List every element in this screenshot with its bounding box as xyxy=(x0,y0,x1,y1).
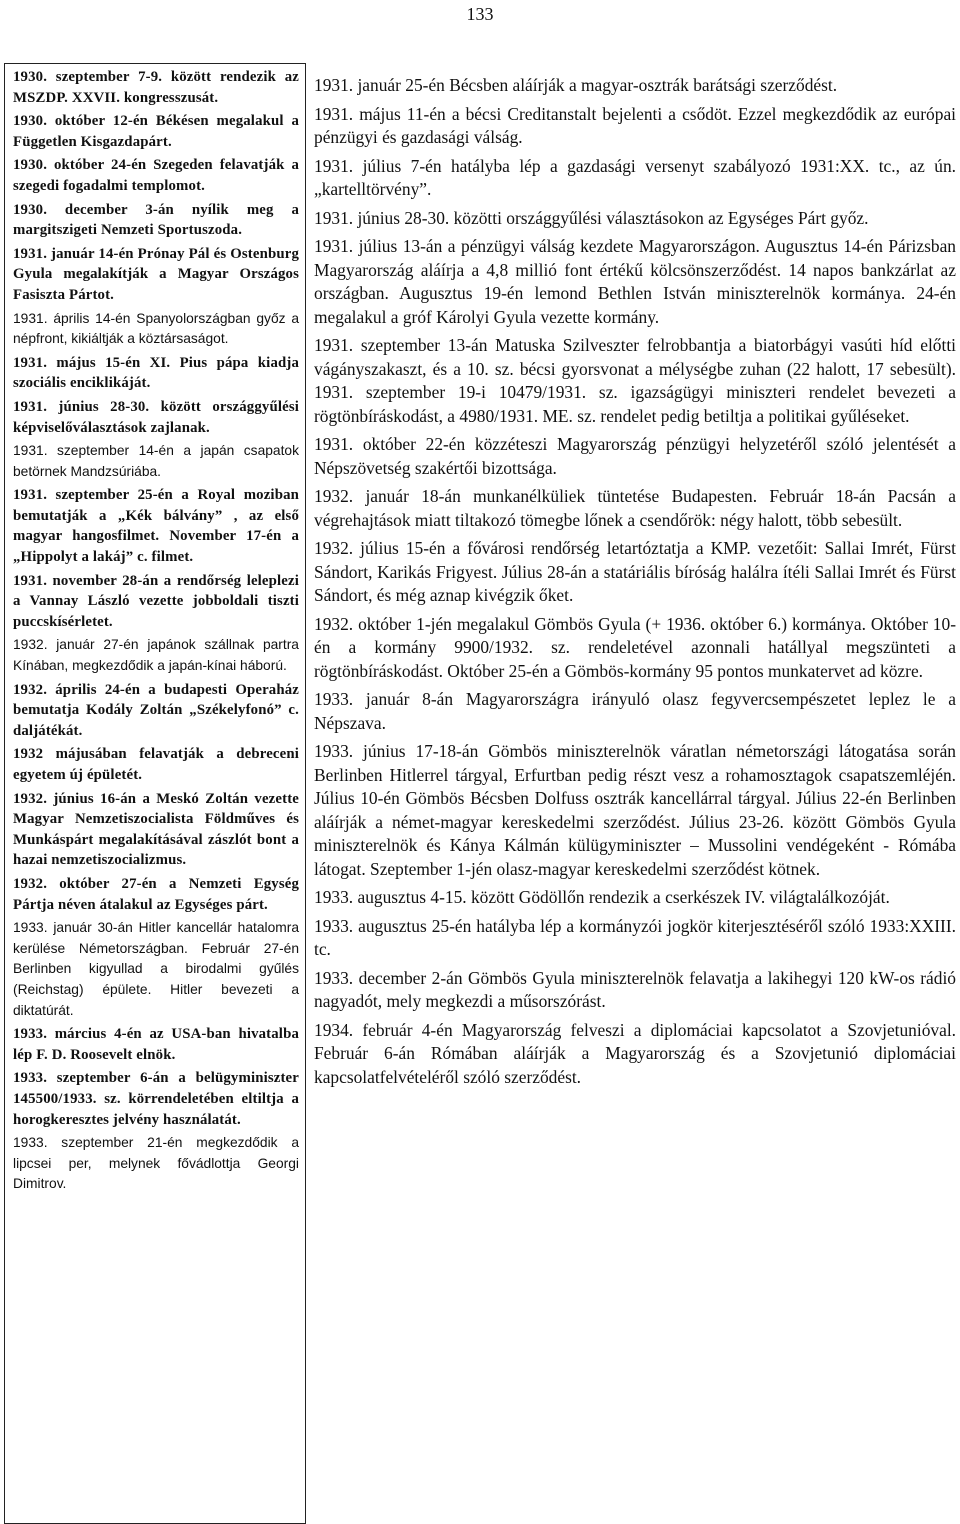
sidebar-entry: 1930. október 24-én Szegeden felavatják a szegedi fogadalmi templomot. xyxy=(13,157,299,194)
sidebar-entry: 1932. június 16-án a Meskó Zoltán vezette Magyar Nemzetiszocialista Földműves és Munkáspárt megalakításával zászlót bont a hazai nemzetiszocializmus. xyxy=(13,790,299,869)
sidebar-entry: 1932. január 27-én japánok szállnak partra Kínában, megkezdődik a japán-kínai háború. xyxy=(13,637,299,674)
main-entry: 1931. június 28-30. közötti országgyűlési választásokon az Egységes Párt győz. xyxy=(314,207,869,228)
main-entry: 1931. július 7-én hatályba lép a gazdasági versenyt szabályozó 1931:XX. tc., az ún. „kartelltörvény”. xyxy=(314,155,956,199)
sidebar-entry: 1931. november 28-án a rendőrség leleplezi a Vannay László vezette jobboldali tiszti puccskísérletet. xyxy=(13,572,299,630)
main-entry: 1931. szeptember 13-án Matuska Szilveszter felrobbantja a biatorbágyi vasúti híd előtti vágányszakaszt, és a 10. sz. bécsi gyorsvonat a mélységbe zuhan (22 halott, 17 sebesült). 1931. szeptember 19-i 10479/1931. sz. igazságügyi miniszteri rendelet bevezeti a rögtönbíráskodást, a 4980/1931. ME. sz. rendelet pedig betiltja a politikai gyűléseket. xyxy=(314,335,956,426)
main-chronology-column xyxy=(314,74,956,1094)
sidebar-entry: 1933. január 30-án Hitler kancellár hatalomra kerülése Németországban. Február 27-én Berlinben kigyullad a birodalmi gyűlés (Reichstag) épülete. Hitler bevezeti a diktatúrát. xyxy=(13,920,299,1018)
main-entry: 1931. július 13-án a pénzügyi válság kezdete Magyarországon. Augusztus 14-én Párizsban Magyarország aláírja a 4,8 millió font értékű kölcsönszerződést. 14 napos bankzárlat az országban. Augusztus 19-én lemond Bethlen István miniszterelnök kormánya. 24-én megalakul a gróf Károlyi Gyula vezette kormány. xyxy=(314,236,956,327)
main-entry: 1933. június 17-18-án Gömbös miniszterelnök váratlan németországi látogatása során Berlinben Hitlerrel tárgyal, Erfurtban pedig részt vesz a rohamosztagok csapatszemléjén. Július 10-én Gömbös Bécsben Dolfuss osztrák kancellárral tárgyal. Július 22-én Berlinben aláírják a német-magyar kereskedelmi szerződést. Július 23-26. között Gömbös Gyula miniszterelnök és Kánya Kálmán külügyminiszter – Mussolini vendégeként - Rómába látogat. Szeptember 1-jén olasz-magyar kereskedelmi szerződést kötnek. xyxy=(314,741,956,879)
sidebar-entry: 1931. január 14-én Prónay Pál és Ostenburg Gyula megalakítják a Magyar Országos Fasiszta Pártot. xyxy=(13,245,299,303)
sidebar-entry: 1931. szeptember 14-én a japán csapatok betörnek Mandzsúriába. xyxy=(13,443,299,479)
main-entry: 1932. január 18-án munkanélküliek tüntetése Budapesten. Február 18-án Pacsán a végrehajtások miatt tiltakozó tömegbe lőnek a csendőrök: négy halott, több sebesült. xyxy=(314,486,956,530)
sidebar-entry: 1933. szeptember 6-án a belügyminiszter 145500/1933. sz. körrendeletében eltiltja a horogkeresztes jelvény használatát. xyxy=(13,1070,299,1128)
main-entry: 1933. augusztus 25-én hatályba lép a kormányzói jogkör kiterjesztéséről szóló 1933:XXIII. tc. xyxy=(314,915,956,959)
main-entry: 1934. február 4-én Magyarország felveszi a diplomáciai kapcsolatot a Szovjetunióval. Február 6-án Rómában aláírják a Magyarország és a Szovjetunió diplomáciai kapcsolatfelvételéről szóló szerződést. xyxy=(314,1019,956,1087)
sidebar-entry: 1932 májusában felavatják a debreceni egyetem új épületét. xyxy=(13,746,299,783)
sidebar-entry: 1931. április 14-én Spanyolországban győz a népfront, kikiáltják a köztársaságot. xyxy=(13,310,299,347)
page-number: 133 xyxy=(466,4,494,24)
chronology-sidebar-box xyxy=(4,63,306,1524)
sidebar-entry: 1933. szeptember 21-én megkezdődik a lipcsei per, melynek fővádlottja Georgi Dimitrov. xyxy=(13,1135,299,1192)
main-entry: 1931. október 22-én közzéteszi Magyarország pénzügyi helyzetéről szóló jelentését a Népszövetség szakértői bizottsága. xyxy=(314,434,956,478)
sidebar-entry: 1931. május 15-én XI. Pius pápa kiadja szociális enciklikáját. xyxy=(13,354,299,392)
sidebar-entry: 1930. október 12-én Békésen megalakul a Független Kisgazdapárt. xyxy=(13,113,299,150)
sidebar-entry: 1931. június 28-30. között országgyűlési képviselőválasztások zajlanak. xyxy=(13,398,299,436)
sidebar-entry: 1933. március 4-én az USA-ban hivatalba lép F. D. Roosevelt elnök. xyxy=(13,1026,299,1063)
sidebar-entry: 1930. szeptember 7-9. között rendezik az MSZDP. XXVII. kongresszusát. xyxy=(13,69,299,106)
main-entry: 1933. január 8-án Magyarországra irányuló olasz fegyvercsempészetet leplez le a Népszava. xyxy=(314,689,956,733)
sidebar-entry: 1931. szeptember 25-én a Royal moziban bemutatják a „Kék bálvány” , az első magyar hangosfilmet. November 17-én a „Hippolyt a lakáj” c. filmet. xyxy=(13,487,299,566)
main-entry: 1932. október 1-jén megalakul Gömbös Gyula (+ 1936. október 6.) kormánya. Október 10-én a kormány 9900/1932. sz. rendeletével azonnali hatállyal megszünteti a rögtönbíráskodást. Október 25-én a Gömbös-kormány 95 pontos munkatervet ad közre. xyxy=(314,613,956,681)
main-entry: 1931. január 25-én Bécsben aláírják a magyar-osztrák barátsági szerződést. xyxy=(314,75,838,95)
main-entry: 1933. augusztus 4-15. között Gödöllőn rendezik a cserkészek IV. világtalálkozóját. xyxy=(314,887,890,907)
sidebar-entry: 1932. október 27-én a Nemzeti Egység Pártja néven átalakul az Egységes párt. xyxy=(13,875,299,913)
main-entry: 1932. július 15-én a fővárosi rendőrség letartóztatja a KMP. vezetőit: Sallai Imrét, Fürst Sándort, Karikás Frigyest. Július 28-án a statáriális bíróság halálra ítéli Sallai Imrét és Fürst Sándort, és még aznap kivégzik őket. xyxy=(314,538,956,605)
sidebar-entry: 1930. december 3-án nyílik meg a margitszigeti Nemzeti Sportuszoda. xyxy=(13,201,299,239)
sidebar-entry: 1932. április 24-én a budapesti Operaház bemutatja Kodály Zoltán „Székelyfonó” c. daljátékát. xyxy=(13,681,299,739)
main-entry: 1933. december 2-án Gömbös Gyula miniszterelnök felavatja a lakihegyi 120 kW-os rádió nagyadót, mely megkezdi a műsorszórást. xyxy=(314,967,956,1011)
main-entry: 1931. május 11-én a bécsi Creditanstalt bejelenti a csődöt. Ezzel megkezdődik az európai pénzügyi és gazdasági válság. xyxy=(314,103,956,147)
